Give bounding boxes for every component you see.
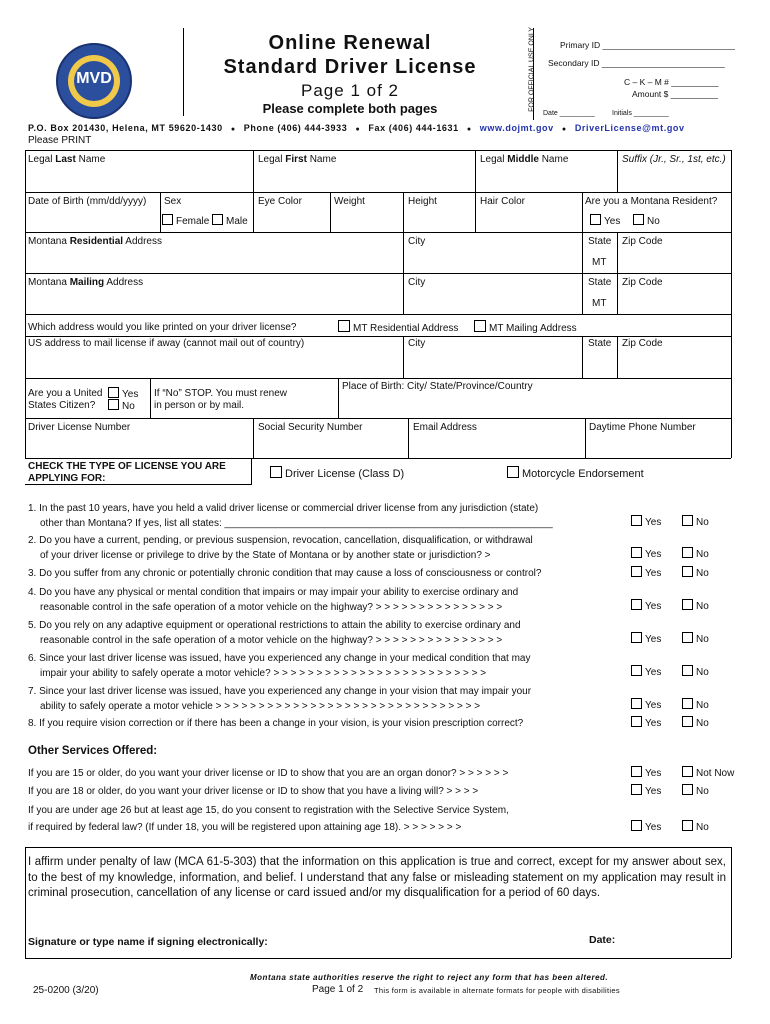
- us-state-field[interactable]: State: [588, 338, 612, 349]
- checkbox-icon: [631, 515, 642, 526]
- checkbox-icon: [631, 599, 642, 610]
- legal-last-name-field[interactable]: Legal Last Name: [28, 154, 106, 165]
- sex-female-checkbox[interactable]: Female: [162, 214, 209, 227]
- secondary-id-field: Secondary ID __________________________: [548, 58, 725, 68]
- service-1-no-checkbox[interactable]: Not Now: [682, 766, 734, 779]
- suffix-field[interactable]: Suffix (Jr., Sr., 1st, etc.): [622, 154, 726, 165]
- mailing-address-field[interactable]: Montana Mailing Address: [28, 277, 144, 288]
- question-6-yes-checkbox[interactable]: Yes: [631, 665, 661, 678]
- date-label[interactable]: Date:: [589, 934, 616, 946]
- question-2: [28, 533, 628, 563]
- question-1: [28, 501, 628, 531]
- checkbox-icon: [682, 599, 693, 610]
- service-2-yes-checkbox[interactable]: Yes: [631, 784, 661, 797]
- checkbox-icon: [631, 665, 642, 676]
- weight-field[interactable]: Weight: [334, 196, 365, 207]
- if-no-stop-note: If “No” STOP. You must renew in person or by mail.: [154, 388, 288, 411]
- bullet: ●: [561, 126, 567, 133]
- dob-field[interactable]: Date of Birth (mm/dd/yyyy): [28, 196, 147, 207]
- question-5: [28, 618, 628, 648]
- question-4-yes-checkbox[interactable]: Yes: [631, 599, 661, 612]
- question-text: other than Montana? If yes, list all states: ___________________________________________________________: [40, 518, 553, 529]
- us-citizen-question: Are you a United States Citizen?: [28, 388, 103, 411]
- question-text: 8. If you require vision correction or if there has been a change in your vision, is your vision prescription correct?: [28, 718, 524, 729]
- service-question-4: if required by federal law? (If under 18, you will be registered upon attaining age 18). > > > > > > >: [28, 822, 462, 833]
- checkbox-icon: [682, 716, 693, 727]
- bullet: ●: [355, 126, 361, 133]
- mt-resident-no-checkbox[interactable]: No: [633, 214, 660, 227]
- checkbox-icon: [682, 566, 693, 577]
- sex-male-checkbox[interactable]: Male: [212, 214, 248, 227]
- form-title-line1: Online Renewal: [268, 32, 432, 54]
- primary-id-field: Primary ID ____________________________: [560, 40, 735, 50]
- question-text: reasonable control in the safe operation of a motor vehicle on the highway? > > > > > > > > > > > > > > >: [40, 635, 503, 646]
- service-question-3: If you are under age 26 but at least age 15, do you consent to registration with the Selective Service System,: [28, 805, 509, 816]
- fax-number: Fax (406) 444-1631: [368, 123, 459, 133]
- service-2-no-checkbox[interactable]: No: [682, 784, 709, 797]
- instruction-text: Please complete both pages: [262, 101, 438, 116]
- checkbox-icon: [631, 784, 642, 795]
- service-question-1: If you are 15 or older, do you want your driver license or ID to show that you are an organ donor? > > > > > >: [28, 768, 509, 779]
- mvd-logo: [55, 42, 133, 120]
- which-address-question: Which address would you like printed on your driver license?: [28, 322, 297, 333]
- form-title-line2: Standard Driver License: [223, 56, 477, 78]
- question-6: [28, 651, 628, 681]
- checkbox-icon: [631, 820, 642, 831]
- question-2-yes-checkbox[interactable]: Yes: [631, 547, 661, 560]
- checkbox-icon: [682, 665, 693, 676]
- mailing-state-label: State: [588, 277, 612, 288]
- checkbox-icon: [682, 784, 693, 795]
- footer-page: Page 1 of 2: [312, 984, 364, 995]
- signature-label[interactable]: Signature or type name if signing electronically:: [28, 936, 268, 948]
- us-citizen-yes-checkbox[interactable]: Yes: [108, 387, 138, 400]
- question-5-no-checkbox[interactable]: No: [682, 632, 709, 645]
- print-note: Please PRINT: [28, 135, 92, 146]
- question-6-no-checkbox[interactable]: No: [682, 665, 709, 678]
- license-type-heading: CHECK THE TYPE OF LICENSE YOU ARE APPLYING FOR:: [28, 461, 226, 484]
- question-3-yes-checkbox[interactable]: Yes: [631, 566, 661, 579]
- mailing-zip-field[interactable]: Zip Code: [622, 277, 663, 288]
- mt-resident-yes-checkbox[interactable]: Yes: [590, 214, 620, 227]
- question-1-no-checkbox[interactable]: No: [682, 515, 709, 528]
- eye-color-field[interactable]: Eye Color: [258, 196, 302, 207]
- logo-text: MVD: [76, 70, 112, 87]
- email-link[interactable]: DriverLicense@mt.gov: [574, 123, 685, 133]
- alternate-formats-note: This form is available in alternate formats for people with disabilities: [374, 986, 620, 995]
- legal-first-name-field[interactable]: Legal First Name: [258, 154, 337, 165]
- question-5-yes-checkbox[interactable]: Yes: [631, 632, 661, 645]
- service-question-2: If you are 18 or older, do you want your driver license or ID to show that you have a living will? > > > >: [28, 786, 479, 797]
- mt-resident-question: Are you a Montana Resident?: [585, 196, 718, 207]
- residential-city-field[interactable]: City: [408, 236, 426, 247]
- phone-number: Phone (406) 444-3933: [243, 123, 348, 133]
- question-text: 2. Do you have a current, pending, or previous suspension, revocation, cancellation, disqualification, or withdrawal: [28, 535, 533, 546]
- amount-field: Amount $ __________: [632, 89, 719, 99]
- other-services-heading: Other Services Offered:: [28, 745, 158, 757]
- checkbox-icon: [631, 716, 642, 727]
- driver-license-number-field[interactable]: Driver License Number: [28, 422, 131, 433]
- question-3-no-checkbox[interactable]: No: [682, 566, 709, 579]
- question-text: impair your ability to safely operate a motor vehicle? > > > > > > > > > > > > > > > > > > > > > > > > >: [40, 668, 487, 679]
- question-text: 3. Do you suffer from any chronic or potentially chronic condition that may cause a loss of consciousness or control?: [28, 568, 542, 579]
- question-4: [28, 585, 628, 615]
- checkbox-icon: [631, 766, 642, 777]
- checkbox-icon: [631, 566, 642, 577]
- question-4-no-checkbox[interactable]: No: [682, 599, 709, 612]
- checkbox-icon: [682, 547, 693, 558]
- question-8: [28, 716, 628, 731]
- question-text: of your driver license or privilege to drive by the State of Montana or by another state or jurisdiction? >: [40, 550, 491, 561]
- print-residential-checkbox[interactable]: MT Residential Address: [338, 320, 458, 334]
- checkbox-icon: [631, 698, 642, 709]
- question-text: 1. In the past 10 years, have you held a valid driver license or commercial driver license from any jurisdiction (state): [28, 503, 539, 514]
- checkbox-icon: [631, 547, 642, 558]
- service-4-yes-checkbox[interactable]: Yes: [631, 820, 661, 833]
- page-indicator: Page 1 of 2: [301, 81, 399, 100]
- ssn-field[interactable]: Social Security Number: [258, 422, 363, 433]
- hair-color-field[interactable]: Hair Color: [480, 196, 526, 207]
- checkbox-icon: [682, 632, 693, 643]
- checkbox-icon: [682, 515, 693, 526]
- official-use-label: FOR OFFICIAL USE ONLY: [528, 27, 536, 112]
- form-number: 25-0200 (3/20): [33, 985, 99, 996]
- daytime-phone-field[interactable]: Daytime Phone Number: [589, 422, 696, 433]
- address-bar: [28, 123, 685, 133]
- residential-zip-field[interactable]: Zip Code: [622, 236, 663, 247]
- checkbox-icon: [682, 698, 693, 709]
- question-8-yes-checkbox[interactable]: Yes: [631, 716, 661, 729]
- us-address-field[interactable]: US address to mail license if away (cannot mail out of country): [28, 338, 305, 349]
- question-3: [28, 566, 628, 581]
- date-official: Date _________: [543, 110, 595, 117]
- service-1-yes-checkbox[interactable]: Yes: [631, 766, 661, 779]
- question-2-no-checkbox[interactable]: No: [682, 547, 709, 560]
- question-text: 4. Do you have any physical or mental condition that impairs or may impair your ability to exercise ordinary and: [28, 587, 519, 598]
- initials-official: Initials _________: [612, 110, 669, 117]
- website-link[interactable]: www.dojmt.gov: [479, 123, 554, 133]
- sex-label: Sex: [164, 196, 182, 207]
- bullet: ●: [230, 126, 236, 133]
- reserve-right-note: Montana state authorities reserve the right to reject any form that has been altered.: [250, 973, 609, 982]
- residential-state-label: State: [588, 236, 612, 247]
- checkbox-icon: [682, 766, 693, 777]
- place-of-birth-field[interactable]: Place of Birth: City/ State/Province/Country: [342, 381, 533, 392]
- checkbox-icon: [631, 632, 642, 643]
- question-7-no-checkbox[interactable]: No: [682, 698, 709, 711]
- us-city-field[interactable]: City: [408, 338, 426, 349]
- question-text: ability to safely operate a motor vehicle > > > > > > > > > > > > > > > > > > > > > > > > > > > > > > >: [40, 701, 481, 712]
- print-mailing-checkbox[interactable]: MT Mailing Address: [474, 320, 577, 334]
- motorcycle-checkbox[interactable]: Motorcycle Endorsement: [507, 466, 644, 480]
- height-field[interactable]: Height: [408, 196, 437, 207]
- question-text: reasonable control in the safe operation of a motor vehicle on the highway? > > > > > > > > > > > > > > >: [40, 602, 503, 613]
- service-4-no-checkbox[interactable]: No: [682, 820, 709, 833]
- question-7: [28, 684, 628, 714]
- class-d-checkbox[interactable]: Driver License (Class D): [270, 466, 404, 480]
- checkbox-icon: [682, 820, 693, 831]
- affirmation-text: I affirm under penalty of law (MCA 61-5-303) that the information on this application is true and correct, except for my answer about sex, to the best of my knowledge, information, and belief. I understand that any false or misleading statement on my application may result in criminal prosecution, cancellation of any license or card issued and/or my disqualification for a period of 60 days.: [28, 856, 726, 899]
- po-box: P.O. Box 201430, Helena, MT 59620-1430: [28, 123, 223, 133]
- question-text: 6. Since your last driver license was issued, have you experienced any change in your medical condition that may: [28, 653, 531, 664]
- ckm-field: C – K – M # __________: [624, 77, 719, 87]
- residential-state-value: MT: [592, 257, 607, 268]
- email-address-field[interactable]: Email Address: [413, 422, 477, 433]
- bullet: ●: [466, 126, 472, 133]
- question-8-no-checkbox[interactable]: No: [682, 716, 709, 729]
- us-zip-field[interactable]: Zip Code: [622, 338, 663, 349]
- us-citizen-no-checkbox[interactable]: No: [108, 399, 135, 412]
- residential-address-field[interactable]: Montana Residential Address: [28, 236, 162, 247]
- mailing-state-value: MT: [592, 298, 607, 309]
- question-1-yes-checkbox[interactable]: Yes: [631, 515, 661, 528]
- question-text: 5. Do you rely on any adaptive equipment or operational restrictions to attain the ability to exercise ordinary and: [28, 620, 521, 631]
- legal-middle-name-field[interactable]: Legal Middle Name: [480, 154, 569, 165]
- question-text: 7. Since your last driver license was issued, have you experienced any change in your vision that may impair your: [28, 686, 532, 697]
- mailing-city-field[interactable]: City: [408, 277, 426, 288]
- question-7-yes-checkbox[interactable]: Yes: [631, 698, 661, 711]
